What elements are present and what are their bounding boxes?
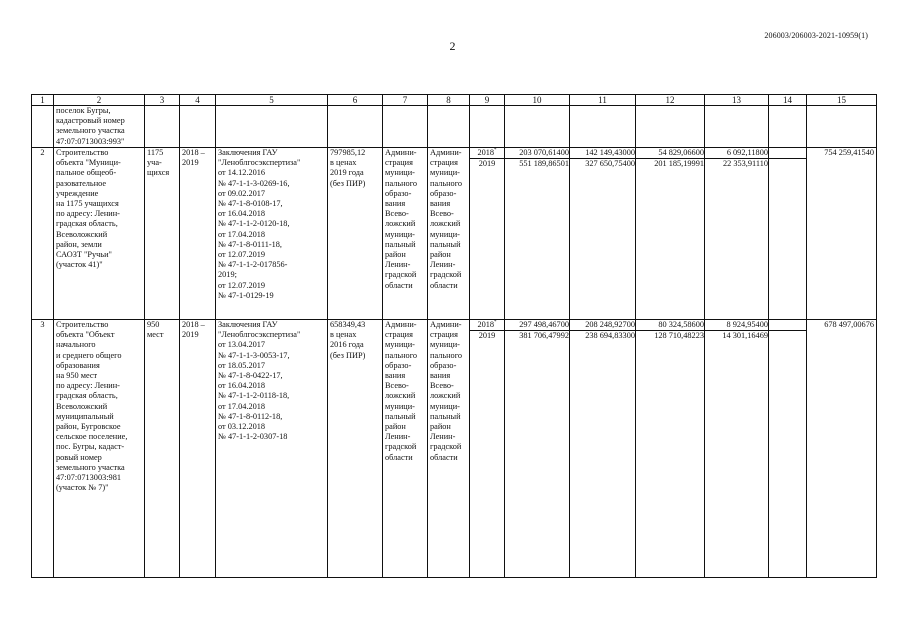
amount-value: 203 070,61400 xyxy=(505,148,569,159)
amount-value: 551 189,86501 xyxy=(519,159,569,168)
developer: Админи- страция муници- пального образо- вания Всево- ложский муници- пальный район Ленин- градской области xyxy=(428,320,470,578)
amount-value xyxy=(769,331,806,341)
page-number: 2 xyxy=(449,39,456,53)
year-value: 2019 xyxy=(478,331,496,340)
column-number: 1 xyxy=(32,95,54,106)
year-value: 2018* xyxy=(470,320,504,331)
amount-cell xyxy=(505,320,570,578)
object-name: поселок Бугры, кадастровый номер земельного участка 47:07:0713003:993" xyxy=(54,106,145,148)
amount-cell xyxy=(570,148,636,320)
amount-cell xyxy=(505,148,570,320)
total-amount: 754 259,41540 xyxy=(807,148,877,320)
column-number: 2 xyxy=(54,95,145,106)
amount-value: 208 248,92700 xyxy=(570,320,635,331)
column-number: 5 xyxy=(216,95,328,106)
total-amount: 678 497,00676 xyxy=(807,320,877,578)
amount-value: 297 498,46700 xyxy=(505,320,569,331)
object-name: Строительство объекта "Муници- пальное общеоб- разовательное учреждение на 1175 учащихся по адресу: Ленин- градская область, Всеволожский район, земли САОЗТ "Ручьи" (участок 41)" xyxy=(54,148,145,320)
year-cell xyxy=(470,148,505,320)
column-number: 12 xyxy=(636,95,705,106)
amount-cell xyxy=(769,148,807,320)
column-number: 9 xyxy=(470,95,505,106)
year-cell xyxy=(470,320,505,578)
document-id: 206003/206003-2021-10959(1) xyxy=(764,31,868,40)
amount-cell xyxy=(705,320,769,578)
amount-value: 14 301,16469 xyxy=(722,331,768,340)
capacity: 1175 уча- щихся xyxy=(145,148,180,320)
table-row xyxy=(32,148,877,320)
customer: Админи- страция муници- пального образо- вания Всево- ложский муници- пальный район Ленин- градской области xyxy=(383,148,428,320)
column-number: 6 xyxy=(328,95,383,106)
investment-table xyxy=(31,94,877,578)
amount-value: 128 710,48223 xyxy=(654,331,704,340)
row-number: 2 xyxy=(32,148,54,320)
continuation-row xyxy=(32,106,877,148)
estimated-cost: 797985,12 в ценах 2019 года (без ПИР) xyxy=(328,148,383,320)
construction-period: 2018 – 2019 xyxy=(180,320,216,578)
amount-value xyxy=(769,148,806,159)
object-name: Строительство объекта "Объект начального и среднего общего образования на 950 мест по адресу: Ленин- градская область, Всеволожский муниципальный район, Бугровское сельское поселение, пос. Бугры, кадаст- ровый номер земельного участка 47:07:0713003:981 (участок № 7)" xyxy=(54,320,145,578)
amount-value: 22 353,91110 xyxy=(722,159,768,168)
amount-value: 238 694,83300 xyxy=(585,331,635,340)
column-number: 3 xyxy=(145,95,180,106)
column-number: 7 xyxy=(383,95,428,106)
column-number: 11 xyxy=(570,95,636,106)
amount-value: 8 924,95400 xyxy=(705,320,768,331)
amount-value xyxy=(769,159,806,169)
amount-value: 6 092,11800 xyxy=(705,148,768,159)
expertise-conclusions: Заключения ГАУ "Леноблгосэкспертиза" от 13.04.2017 № 47-1-1-3-0053-17, от 18.05.2017 № 47-1-8-0422-17, от 16.04.2018 № 47-1-1-2-0118-18, от 17.04.2018 № 47-1-8-0112-18, от 03.12.2018 № 47-1-1-2-0307-18 xyxy=(216,320,328,578)
customer: Админи- страция муници- пального образо- вания Всево- ложский муници- пальный район Ленин- градской области xyxy=(383,320,428,578)
row-number: 3 xyxy=(32,320,54,578)
amount-value xyxy=(769,320,806,331)
amount-value: 381 706,47992 xyxy=(519,331,569,340)
estimated-cost: 658349,43 в ценах 2016 года (без ПИР) xyxy=(328,320,383,578)
column-number: 4 xyxy=(180,95,216,106)
column-number: 8 xyxy=(428,95,470,106)
amount-value: 80 324,58600 xyxy=(636,320,704,331)
construction-period: 2018 – 2019 xyxy=(180,148,216,320)
column-number: 10 xyxy=(505,95,570,106)
amount-value: 327 650,75400 xyxy=(585,159,635,168)
amount-value: 142 149,43000 xyxy=(570,148,635,159)
capacity: 950 мест xyxy=(145,320,180,578)
table-row xyxy=(32,320,877,578)
amount-cell xyxy=(636,148,705,320)
year-value: 2018* xyxy=(470,148,504,159)
amount-cell xyxy=(769,320,807,578)
amount-value: 201 185,19991 xyxy=(654,159,704,168)
year-value: 2019 xyxy=(478,159,496,168)
amount-cell xyxy=(636,320,705,578)
column-number: 15 xyxy=(807,95,877,106)
amount-cell xyxy=(705,148,769,320)
amount-cell xyxy=(570,320,636,578)
column-number: 13 xyxy=(705,95,769,106)
column-number: 14 xyxy=(769,95,807,106)
column-number-row xyxy=(32,95,877,106)
expertise-conclusions: Заключения ГАУ "Леноблгосэкспертиза" от 14.12.2016 № 47-1-1-3-0269-16, от 09.02.2017 № 47-1-8-0108-17, от 16.04.2018 № 47-1-1-2-0120-18, от 17.04.2018 № 47-1-8-0111-18, от 12.07.2019 № 47-1-1-2-017856- 2019; от 12.07.2019 № 47-1-0129-19 xyxy=(216,148,328,320)
developer: Админи- страция муници- пального образо- вания Всево- ложский муници- пальный район Ленин- градской области xyxy=(428,148,470,320)
amount-value: 54 829,06600 xyxy=(636,148,704,159)
